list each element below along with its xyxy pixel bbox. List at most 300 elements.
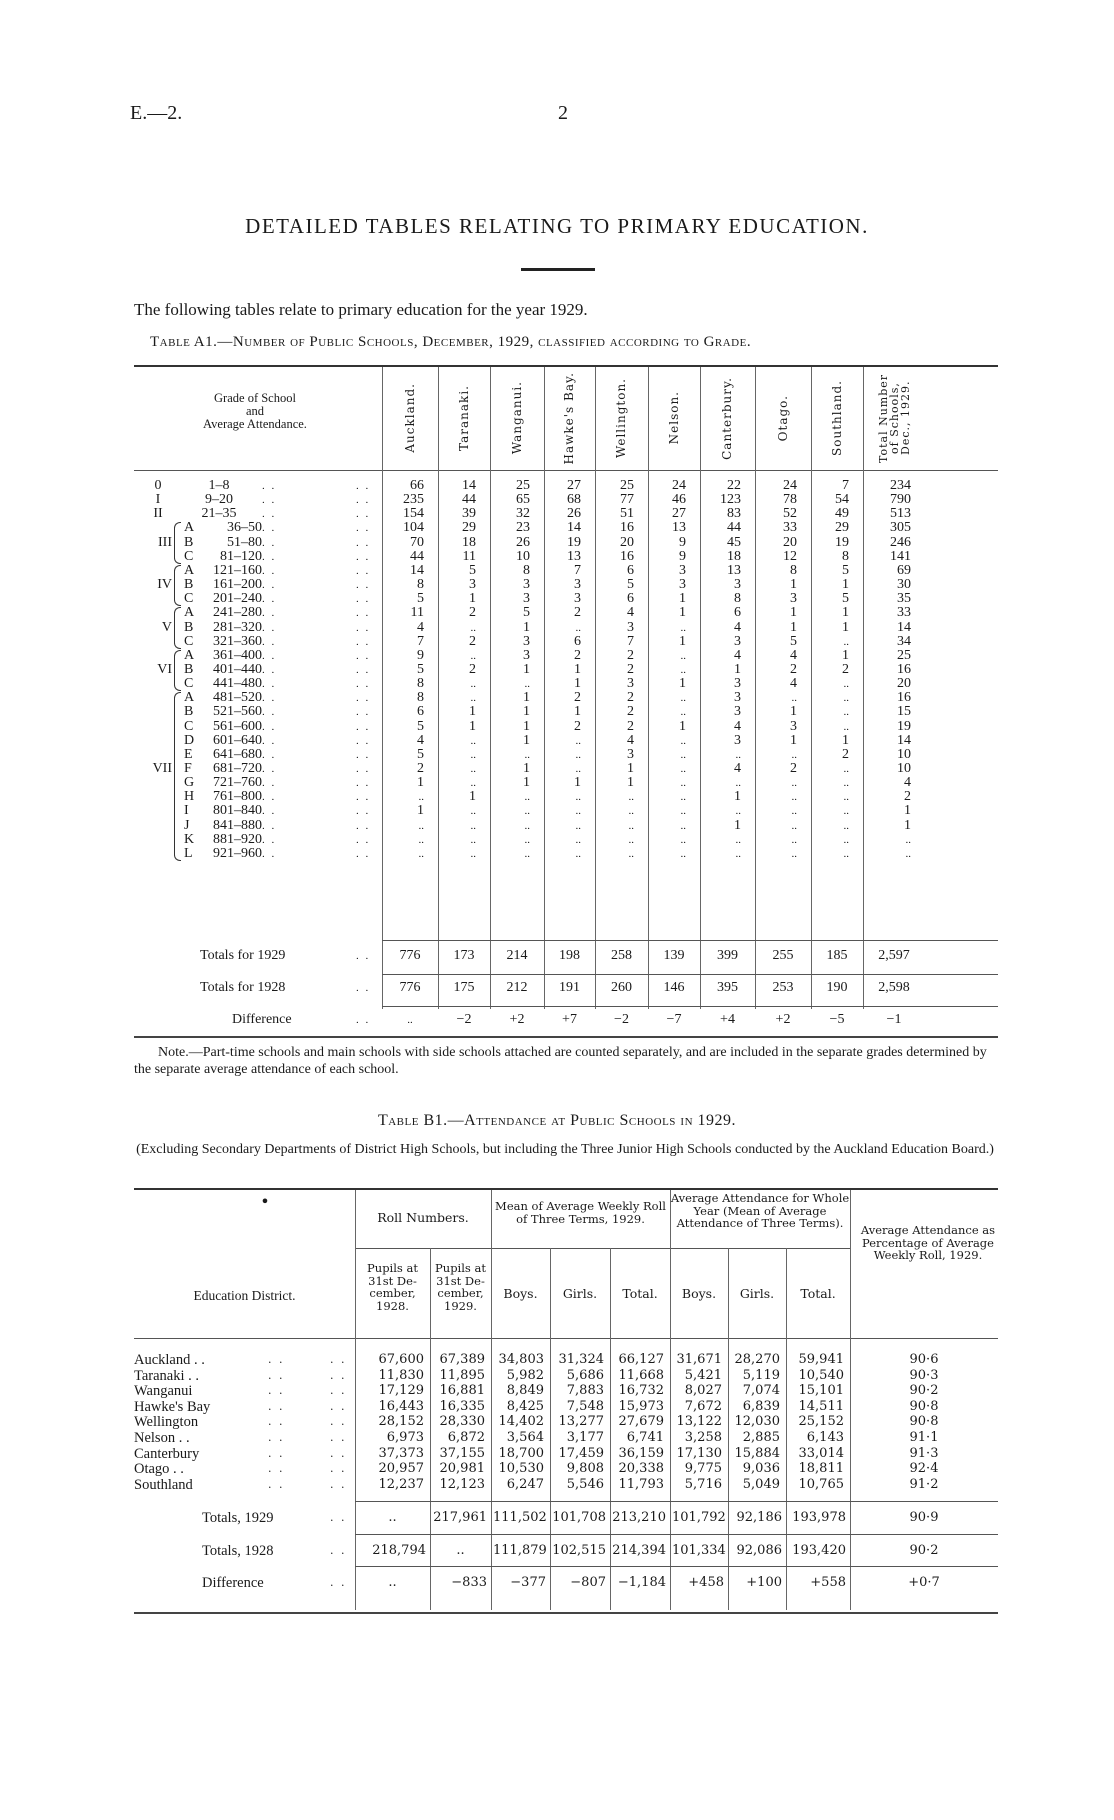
attendance-range: 841–880 [213,817,262,833]
totals-divider [355,1501,998,1502]
table-cell: .. [575,763,581,775]
table-a1-note: Note.—Part-time schools and main schools with side schools attached are counted separately, and are included in the separate grades determined by the separate average attendance of each school. [134,1045,987,1077]
table-cell: 1 [904,817,911,833]
table-cell: 5,049 [742,1476,780,1492]
table-cell: .. [470,777,476,790]
grade-bracket [174,565,181,606]
table-cell: 5 [627,577,634,593]
table-cell: 8 [417,690,424,706]
table-cell: .. [524,678,530,691]
table-cell: 141 [890,548,911,564]
leader-dots: . . [262,692,277,705]
table-cell: 102,515 [552,1543,606,1558]
table-cell: 10 [897,746,911,762]
table-cell: 1 [679,633,686,649]
table-cell: 1 [574,775,581,791]
grade-subdivision: C [184,633,194,649]
table-cell: 123 [720,492,741,508]
table-cell: 5 [790,633,797,649]
attendance-range: 561–600 [213,718,262,734]
avg-attendance-header: Average Attendance for Whole Year (Mean of Average Attendance of Three Terms). [670,1191,850,1230]
table-cell: 67,389 [439,1352,485,1367]
table-cell: 2 [627,661,634,677]
table-cell: 4 [417,619,424,635]
table-cell: 11,793 [618,1476,664,1492]
leader-dots: . . [356,480,371,492]
district-name: Southland [134,1476,193,1493]
table-cell: 31,671 [676,1352,722,1367]
table-cell: 25,152 [798,1414,844,1430]
totals-top-rule [382,940,998,941]
leader-dots: . . [262,621,277,634]
table-cell: 4 [734,761,741,776]
table-cell: 1 [734,661,741,677]
table-cell: 2 [627,647,634,663]
table-cell: 190 [826,980,848,995]
table-cell: 92,086 [736,1543,782,1558]
table-cell: −1 [886,1012,902,1027]
table-cell: 16 [897,690,911,706]
attendance-range: 81–120 [220,548,262,564]
table-cell: .. [470,805,476,818]
table-cell: 10 [897,761,911,776]
table-cell: 3,177 [566,1430,604,1445]
column-header-label: Hawke's Bay. [562,371,576,465]
table-cell: 1 [574,676,581,692]
column-header-6 [700,368,755,468]
table-cell: .. [843,791,849,804]
table-cell: .. [470,649,476,662]
table-cell: 253 [772,980,794,995]
attendance-range: 601–640 [213,732,262,748]
table-cell: 59,941 [798,1352,844,1367]
table-cell: −833 [451,1575,487,1590]
grade-subdivision: A [184,647,195,663]
table-cell: 2 [627,718,634,734]
leader-dots: . . [356,847,371,860]
table-cell: +558 [810,1575,846,1590]
attendance-range: 161–200 [213,577,262,593]
column-header-label: Taranaki. [456,385,471,451]
table-cell: 6,143 [806,1430,844,1445]
table-cell: 68 [567,492,581,508]
table-cell: 8 [417,577,424,593]
table-cell: .. [470,621,476,634]
table-b1-bottom-rule [134,1612,998,1614]
table-cell: .. [524,833,530,846]
totals-row [0,1012,1114,1029]
table-cell: 1 [469,704,476,720]
attendance-range: 401–440 [213,661,262,677]
page-title: DETAILED TABLES RELATING TO PRIMARY EDUCATION. [245,214,869,238]
leader-dots: . . [262,791,277,804]
grade-bracket [174,692,181,861]
column-header-2 [490,368,544,468]
table-cell: 1 [574,704,581,720]
table-cell: 154 [403,506,424,522]
leader-dots: . . [356,678,371,691]
leader-dots: . . [356,982,371,994]
grade-header-line: and [245,404,265,418]
table-cell: .. [680,734,686,747]
totals-row [0,1543,1114,1560]
table-cell: 17,130 [676,1445,722,1461]
table-cell: 90·8 [909,1414,939,1430]
table-cell: 16,732 [618,1383,664,1399]
leader-dots: . . [262,635,277,648]
leader-dots: . . [268,1462,285,1476]
table-cell: 214,394 [612,1543,666,1558]
table-cell: 3 [734,633,741,649]
table-cell: 45 [727,534,741,550]
grade-subdivision: B [184,704,194,720]
table-cell: 10,530 [498,1461,544,1477]
leader-dots: . . [262,508,277,521]
table-cell: 3 [734,676,741,692]
table-cell: 91·3 [909,1445,939,1461]
table-cell: +0·7 [908,1575,940,1590]
table-cell: 27,679 [618,1414,664,1430]
table-cell: .. [843,635,849,648]
table-cell: 2 [469,605,476,621]
table-cell: 790 [890,492,911,508]
table-cell: 173 [453,948,475,963]
grade-numeral: VI [157,661,172,677]
table-cell: 26 [516,534,530,550]
table-cell: 1 [679,676,686,692]
table-cell: 3 [734,732,741,748]
table-cell: 54 [835,492,849,508]
table-cell: 2 [904,789,911,805]
table-cell: .. [470,692,476,705]
leader-dots: . . [262,564,277,577]
table-a1-bottom-rule [134,1036,998,1038]
table-cell: 52 [783,506,797,522]
district-name: Otago . . [134,1461,184,1478]
attendance-range: 921–960 [213,845,262,861]
table-b1-top-rule [134,1188,998,1190]
column-header-5 [648,368,700,468]
table-cell: 3 [627,746,634,762]
totals-row [0,980,1114,997]
table-cell: 33,014 [798,1445,844,1461]
table-cell: 4 [627,732,634,748]
column-header-label: Auckland. [402,383,417,453]
table-cell: 12,123 [439,1476,485,1492]
leader-dots: . . [356,536,371,549]
leader-dots: . . [356,635,371,648]
table-cell: .. [470,734,476,747]
table-cell: 2 [417,761,424,776]
table-cell: 16,335 [439,1398,485,1414]
leader-dots: . . [330,1431,347,1444]
grade-subdivision: C [184,591,194,607]
table-cell: 11,830 [378,1367,424,1383]
column-header-4 [595,368,648,468]
table-cell: .. [388,1510,397,1525]
table-cell: .. [843,847,849,860]
table-cell: .. [470,748,476,761]
table-cell: .. [735,748,741,761]
table-cell: 13,277 [558,1414,604,1430]
grade-subdivision: B [184,619,194,635]
column-header-label: Nelson. [666,391,681,445]
table-cell: 3 [574,591,581,607]
leader-dots: . . [330,1415,347,1429]
table-cell: 1 [469,591,476,607]
leader-dots: . . [268,1431,285,1444]
table-cell: 16,443 [378,1398,424,1414]
leader-dots: . . [268,1384,285,1398]
table-cell: 8 [417,676,424,692]
attendance-range: 801–840 [213,803,262,819]
grade-subdivision: A [184,605,195,621]
leader-dots: . . [330,1576,347,1589]
table-cell: .. [791,819,797,832]
table-cell: 8,425 [506,1398,544,1414]
leader-dots: . . [262,720,277,733]
grade-header-line: Average Attendance. [203,417,307,431]
grade-header-line: Grade of School [214,391,296,405]
roll-1929-header: Pupils at 31st De- cember, 1929. [435,1261,486,1313]
table-cell: −7 [666,1012,682,1027]
table-cell: .. [791,847,797,860]
table-cell: 213,210 [612,1510,666,1525]
table-cell: +2 [775,1012,791,1027]
title-divider [521,268,595,271]
table-cell: 776 [399,948,421,963]
leader-dots: . . [356,720,371,733]
table-cell: 1 [523,704,530,720]
table-cell: .. [735,777,741,790]
attendance-range: 361–400 [213,647,262,663]
column-header-1 [438,368,490,468]
column-header-8 [811,368,863,468]
table-b1-caption: Table B1.—Attendance at Public Schools in 1929. [377,1112,737,1129]
leader-dots: . . [262,847,277,860]
table-cell: 1 [842,647,849,663]
table-cell: 513 [890,506,911,522]
table-cell: 28,330 [439,1414,485,1430]
table-cell: +458 [688,1575,724,1590]
table-cell: +2 [509,1012,525,1027]
table-cell: 3 [679,562,686,578]
table-cell: 66,127 [618,1352,664,1367]
leader-dots: . . [356,593,371,606]
table-cell: 1 [523,661,530,677]
grade-numeral: V [161,619,172,635]
table-cell: 7,074 [742,1383,780,1399]
leader-dots: . . [330,1353,347,1366]
table-cell: .. [843,819,849,832]
table-cell: 20 [897,676,911,692]
document-reference: E.—2. [130,102,183,124]
leader-dots: . . [262,536,277,549]
table-cell: .. [791,777,797,790]
table-cell: 14 [410,562,424,578]
table-cell: .. [470,847,476,860]
table-cell: .. [524,819,530,832]
table-cell: 212 [506,980,528,995]
table-cell: 2 [627,690,634,706]
table-cell: 255 [772,948,794,963]
table-cell: .. [680,748,686,761]
table-cell: 78 [783,492,797,508]
table-cell: 1 [790,619,797,635]
table-cell: 14 [897,732,911,748]
table-cell: .. [680,706,686,719]
intro-text: The following tables relate to primary education for the year 1929. [134,300,588,319]
table-cell: 1 [734,789,741,805]
column-header-label: Wellington. [614,378,628,458]
table-cell: 65 [516,492,530,508]
leader-dots: . . [330,1446,347,1460]
table-cell: .. [680,663,686,676]
leader-dots: . . [330,1384,347,1398]
attendance-range: 481–520 [213,690,262,706]
attendance-range: 721–760 [213,775,262,791]
table-cell: .. [418,791,424,804]
totals-divider [382,1006,998,1007]
column-header-label: Total Number of Schools, Dec., 1929. [876,373,912,463]
table-cell: 44 [462,492,476,508]
column-header-label: Southland. [829,380,844,456]
table-cell: 246 [890,534,911,550]
attendance-range: 641–680 [213,746,262,762]
totals-label: Totals for 1928 [200,980,286,995]
attendance-range: 51–80 [227,534,262,550]
table-row [0,1446,1114,1463]
leader-dots: . . [356,494,371,507]
table-cell: −2 [614,1012,629,1027]
leader-dots: . . [268,1368,285,1382]
table-cell: .. [628,805,634,818]
table-row [0,1368,1114,1385]
grade-subdivision: E [184,746,193,762]
table-cell: .. [680,777,686,790]
leader-dots: . . [268,1353,285,1366]
table-cell: 28,270 [734,1352,780,1367]
table-cell: 8 [523,562,530,578]
table-cell: 22 [727,478,741,493]
table-cell: 12 [783,548,797,564]
table-cell: 8 [842,548,849,564]
table-cell: .. [791,791,797,804]
table-cell: 9,775 [684,1461,722,1477]
leader-dots: . . [262,678,277,691]
leader-dots: . . [262,734,277,747]
table-cell: 5,982 [506,1367,544,1383]
grade-subdivision: A [184,562,195,578]
table-cell: 90·6 [909,1352,939,1367]
table-cell: .. [575,621,581,634]
totals-label: Totals for 1929 [200,948,286,963]
leader-dots: . . [262,522,277,535]
column-header-0 [382,368,438,468]
leader-dots: . . [262,663,277,676]
sub-header-boys: Boys. [503,1286,538,1301]
table-cell: 7 [842,478,849,493]
table-a1-top-rule [134,365,998,367]
table-cell: 92,186 [736,1510,782,1525]
table-cell: 5 [842,562,849,578]
table-cell: −377 [510,1575,546,1590]
table-cell: 3 [679,577,686,593]
table-cell: 24 [783,478,797,493]
table-cell: 6,872 [447,1430,485,1445]
table-cell: .. [470,763,476,775]
table-cell: 6 [627,591,634,607]
table-cell: .. [843,720,849,733]
grade-subdivision: B [184,661,194,677]
table-cell: 3 [734,704,741,720]
grade-bracket [174,607,181,648]
leader-dots: . . [262,805,277,818]
table-cell: 7 [627,633,634,649]
column-header-9 [863,368,925,468]
table-cell: 146 [663,980,685,995]
table-cell: 14,511 [798,1398,844,1414]
table-cell: 7 [417,633,424,649]
attendance-range: 21–35 [201,506,237,522]
table-cell: 6 [627,562,634,578]
table-cell: 14 [897,619,911,635]
table-cell: 15,884 [734,1445,780,1461]
leader-dots: . . [262,579,277,592]
table-cell: 4 [904,775,911,791]
table-cell: 17,459 [558,1445,604,1461]
table-cell: 1 [842,605,849,621]
leader-dots: . . [356,833,371,846]
attendance-range: 321–360 [213,633,262,649]
table-cell: .. [456,1543,465,1558]
attendance-range: 1–8 [208,478,230,493]
leader-dots: . . [330,1511,347,1524]
table-cell: 25 [897,647,911,663]
table-cell: 16,881 [439,1383,485,1399]
table-cell: 36,159 [618,1445,664,1461]
table-cell: .. [680,791,686,804]
table-cell: 4 [734,647,741,663]
table-cell: 4 [790,676,797,692]
table-cell: 15,973 [618,1398,664,1414]
leader-dots: . . [356,550,371,563]
table-cell: 3 [523,647,530,663]
table-cell: 2 [790,761,797,776]
table-cell: 14 [462,478,476,493]
column-header-7 [755,368,811,468]
table-row [0,1383,1114,1400]
percentage-header: Average Attendance as Percentage of Average Weekly Roll, 1929. [860,1223,996,1262]
table-cell: 260 [611,980,632,995]
grade-numeral: 0 [154,478,162,493]
table-cell: 44 [727,520,741,536]
table-cell: 1 [842,577,849,593]
table-cell: 69 [897,562,911,578]
table-cell: 5 [417,718,424,734]
table-cell: 2 [574,690,581,706]
table-cell: 2 [842,661,849,677]
grade-subdivision: D [184,732,195,748]
table-cell: .. [843,805,849,818]
leader-dots: . . [262,706,277,719]
leader-dots: . . [262,777,277,790]
table-b1-subtitle: (Excluding Secondary Departments of District High Schools, but including the Three Junior High Schools conducted by the Auckland Education Board.) [136,1142,994,1157]
table-cell: .. [628,833,634,846]
table-cell: 1 [734,817,741,833]
leader-dots: . . [262,763,277,775]
table-cell: .. [843,706,849,719]
